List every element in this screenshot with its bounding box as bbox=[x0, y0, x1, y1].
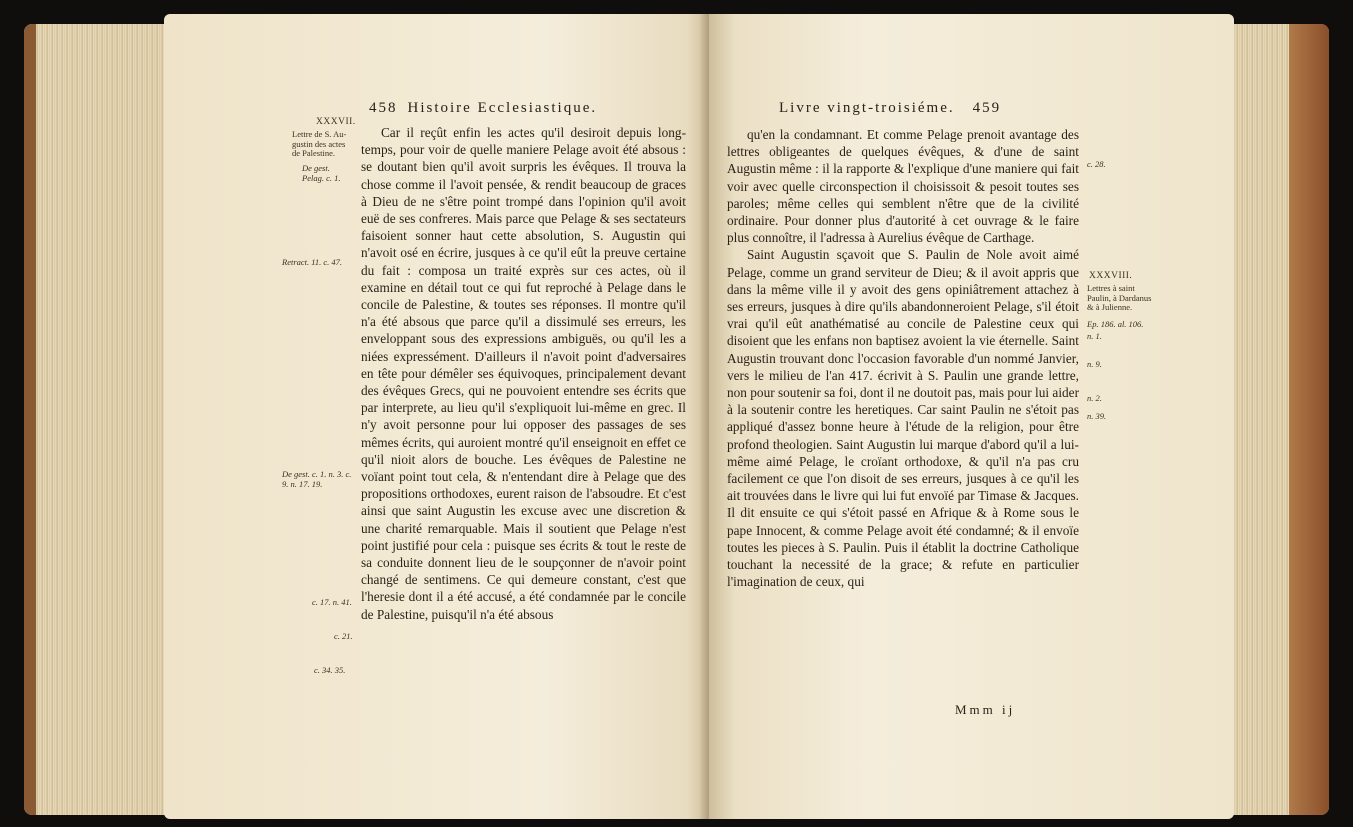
margin-note-reference: De gest. Pelag. c. 1. bbox=[302, 163, 341, 183]
margin-note-summary: Lettre de S. Au-gustin des actes de Palestine. bbox=[292, 129, 347, 158]
margin-note-reference: c. 34. 35. bbox=[314, 665, 346, 675]
margin-note-reference: n. 2. bbox=[1087, 393, 1102, 403]
margin-note-reference: c. 17. n. 41. bbox=[312, 597, 352, 607]
left-paragraph: Car il reçût enfin les actes qu'il desiroit depuis long-temps, pour voir de quelle maniere Pelage avoit été absous : se doutant bien qu'il avoit surpris les évêques. Il trouva la chose comme il l'avoit pensée, & rendit beaucoup de graces à Dieu de ne s'être point trompé dans l'opinion qu'il avoit euë de ses confreres. Mais parce que Pelage & ses sectateurs faisoient sonner haut cette absolution, S. Augustin qui n'avoit osé en écrire, jusques à ce qu'il eût la preuve certaine du fait : composa un traité exprès sur ces actes, où il examine en détail tout ce qui fut reproché à Pelage dans le concile de Palestine, & toutes ses réponses. Il montre qu'il n'a été absous que parce qu'il a dissimulé ses erreurs, les enveloppant sous des expressions ambiguës, ou qu'il les a niées expressément. D'ailleurs il n'avoit point d'adversaires en tête pour démêler ses équivoques, principalement devant des évêques Grecs, qui ne pouvoient entendre ses écrits que par interprete, au lieu qu'il s'expliquoit lui-même en grec. Il n'y avoit personne pour lui opposer des passages de ses mêmes écrits, qui auroient montré qu'il enseignoit en effet ce qu'il nioit alors de bouche. Les évêques de Palestine ne voïant point tout cela, & n'entendant dire à Pelage que des propositions orthodoxes, eurent raison de l'absoudre. Et c'est ainsi que saint Augustin les excuse avec une discretion & une charité remarquable. Mais il soutient que Pelage n'est point justifié pour cela : puisque ses écrits & tout le reste de sa conduite donnent lieu de le soupçonner de n'avoir point changé de sentimens. Ce qui demeure constant, c'est que l'heresie dont il a été accusé, a été condamnée par le concile de Palestine, puisqu'il n'a été absous bbox=[361, 125, 686, 622]
margin-note-reference: n. 9. bbox=[1087, 359, 1102, 369]
right-page bbox=[709, 14, 1234, 819]
margin-note-reference: Ep. 186. al. 106. bbox=[1087, 319, 1144, 329]
margin-note-reference: De gest. c. 1. n. 3. c. 9. n. 17. 19. bbox=[282, 469, 352, 489]
left-page-edges bbox=[24, 24, 174, 815]
margin-note-summary: Lettres à saint Paulin, à Dardanus & à Julienne. bbox=[1087, 283, 1152, 312]
margin-note-section-number: XXXVII. bbox=[316, 117, 356, 127]
open-book bbox=[24, 14, 1329, 819]
margin-note-reference: c. 28. bbox=[1087, 159, 1106, 169]
margin-note-reference: c. 21. bbox=[334, 631, 353, 641]
signature-mark: Mmm ij bbox=[955, 702, 1016, 717]
left-body-text bbox=[361, 124, 686, 623]
margin-note-section-number: XXXVIII. bbox=[1089, 271, 1133, 281]
right-paragraph-1: qu'en la condamnant. Et comme Pelage prenoit avantage des lettres obligeantes de quelques évêques, & d'une de saint Augustin même : il la rapporte & l'explique d'une maniere qui fait voir avec quelle circonspection il choisissoit & pesoit toutes ses paroles; même celles qui semblent n'être que de la civilité ordinaire. Pour donner plus d'autorité à cet ouvrage & le faire plus connoître, il l'adressa à Aurelius évêque de Carthage. bbox=[727, 127, 1079, 246]
right-page-number: 459 bbox=[972, 100, 1002, 116]
margin-note-reference: Retract. 11. c. 47. bbox=[282, 257, 343, 267]
margin-note-reference: n. 1. bbox=[1087, 331, 1102, 341]
right-body-text bbox=[727, 126, 1079, 590]
right-head-title: Livre vingt-troisiéme. bbox=[779, 100, 955, 116]
left-running-head bbox=[369, 100, 597, 117]
margin-note-reference: n. 39. bbox=[1087, 411, 1107, 421]
right-paragraph-2: Saint Augustin sçavoit que S. Paulin de Nole avoit aimé Pelage, comme un grand serviteur de Dieu; & il avoit appris que dans la même ville il y avoit des gens opiniâtrement attachez à ses erreurs, jusques à dire qu'ils abandonneroient Pelage, s'il étoit vrai qu'il eût anathématisé au concile de Palestine ceux qui disoient que les enfans non baptisez avoient la vie éternelle. Saint Augustin trouvant donc l'occasion favorable d'un nommé Janvier, vers le milieu de l'an 417. écrivit à S. Paulin une grande lettre, non pour soutenir sa foi, dont il ne doutoit pas, mais pour lui aider à la soutenir contre les heretiques. Car saint Paulin ne s'étoit pas appliqué d'assez bonne heure à l'étude de la religion, pour être profond theologien. Saint Augustin lui marque d'abord qu'il a lui-même aimé Pelage, le croïant orthodoxe, & qu'il n'a pas cru facilement ce que l'on disoit de ses erreurs, jusques à ce qu'il les ait trouvées dans le livre qui lui fut envoïé par Timase & Jacques. Il dit ensuite ce qui s'étoit passé en Afrique & à Rome sous le pape Innocent, & comme Pelage avoit été condamné; & il envoïe toutes les pieces à S. Paulin. Puis il établit la doctrine Catholique touchant la necessité de la grace; & refute en particulier l'imagination de ceux, qui bbox=[727, 247, 1079, 590]
left-page-number: 458 bbox=[369, 100, 398, 116]
right-running-head bbox=[779, 100, 1001, 117]
left-page bbox=[164, 14, 709, 819]
left-head-title: Histoire Ecclesiastique. bbox=[407, 100, 598, 116]
